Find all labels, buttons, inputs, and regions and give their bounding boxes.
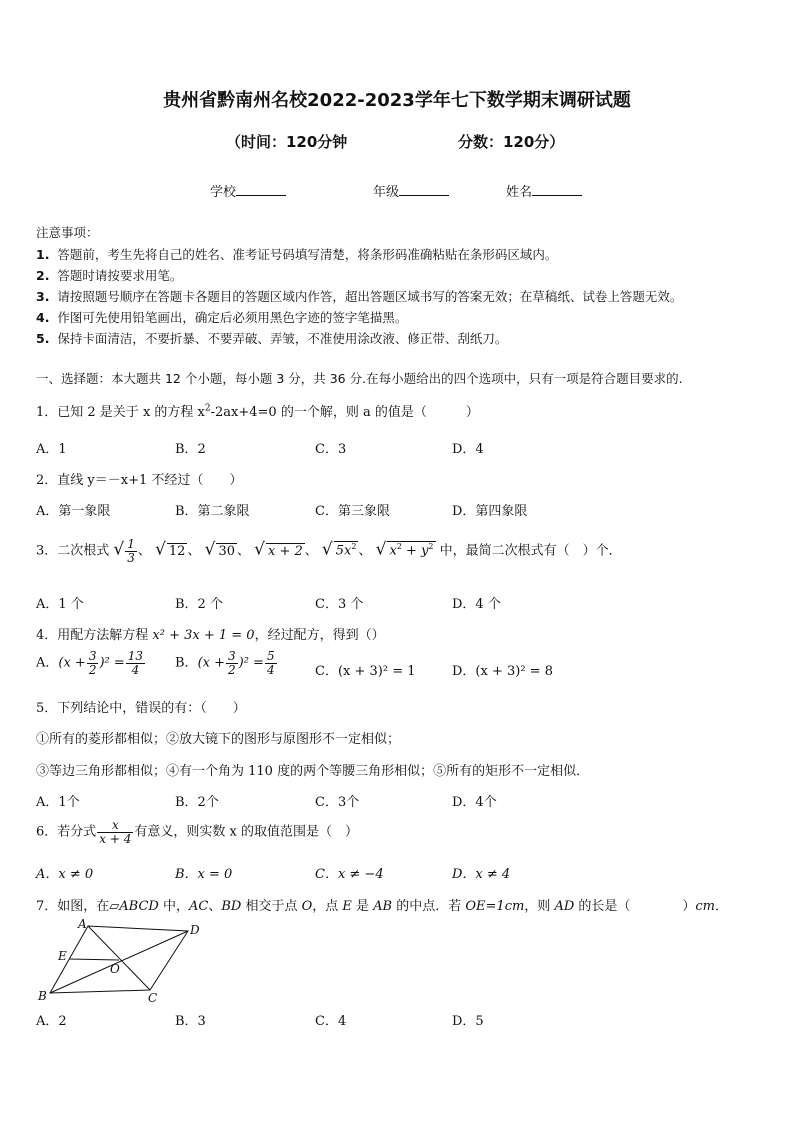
name-field[interactable] bbox=[506, 181, 582, 200]
question-2: 2．直线 y＝－x+1 不经过（ ） bbox=[36, 473, 243, 488]
school-label: 学校 bbox=[210, 185, 237, 200]
school-field[interactable] bbox=[210, 181, 286, 200]
question-1: 1．已知 2 是关于 x 的方程 $x^2-2ax+4=0$ 的一个解，则 a 的值是（ ） bbox=[36, 403, 479, 420]
q2-option-d[interactable]: D．第四象限 bbox=[452, 504, 528, 519]
q6-option-a[interactable]: A．x ≠ 0 bbox=[36, 867, 94, 882]
label-e: E bbox=[58, 949, 67, 963]
page-title: 贵州省黔南州名校2022-2023学年七下数学期末调研试题 bbox=[163, 90, 631, 111]
q5-option-d[interactable]: D．4个 bbox=[452, 795, 497, 810]
q7-option-a[interactable]: A．2 bbox=[36, 1014, 67, 1029]
q5-option-a[interactable]: A．1个 bbox=[36, 795, 80, 810]
q3-option-a[interactable]: A．1 个 bbox=[36, 597, 84, 612]
q5-option-b[interactable]: B．2个 bbox=[175, 795, 219, 810]
notice-item: 1. 答题前，考生先将自己的姓名、准考证号码填写清楚，将条形码准确粘贴在条形码区域内。 bbox=[36, 247, 558, 262]
school-blank[interactable] bbox=[236, 183, 286, 196]
question-4: 4．用配方法解方程 x² + 3x + 1 = 0，经过配方，得到（） bbox=[36, 628, 385, 643]
name-blank[interactable] bbox=[532, 183, 582, 196]
q4-option-a[interactable]: A．(x + $\frac{3}{2}$ )² = $\frac{13}{4}$ bbox=[36, 649, 144, 677]
q4-option-b[interactable]: B．(x + $\frac{3}{2}$ )² = $\frac{5}{4}$ bbox=[175, 649, 275, 677]
q3-option-d[interactable]: D．4 个 bbox=[452, 597, 501, 612]
q6-option-c[interactable]: C．x ≠ −4 bbox=[315, 867, 384, 882]
notice-item: 3. 请按照题号顺序在答题卡各题目的答题区域内作答，超出答题区域书写的答案无效；在草稿纸、试卷上答题无效。 bbox=[36, 289, 683, 304]
grade-field[interactable] bbox=[373, 181, 449, 200]
exam-time: （时间：120分钟 bbox=[226, 133, 348, 151]
q1-option-c[interactable]: C．3 bbox=[315, 442, 347, 457]
exam-score: 分数：120分） bbox=[458, 133, 565, 151]
parallelogram-figure bbox=[34, 918, 204, 1006]
q5-option-c[interactable]: C．3个 bbox=[315, 795, 360, 810]
grade-blank[interactable] bbox=[399, 183, 449, 196]
diagonal-ac bbox=[88, 926, 150, 990]
question-3: 3．二次根式 √ $\frac{1}{3}$ 、 √ 12 、 √ 30 、 √ x + 2 、 √ $5x^2$ 、 √ $x^2 + y^2$ 中，最简二次根式有（ ）个． bbox=[36, 537, 622, 565]
q2-option-a[interactable]: A．第一象限 bbox=[36, 504, 111, 519]
label-c: C bbox=[148, 991, 158, 1005]
question-6: 6．若分式 $\frac{x}{x + 4}$ 有意义，则实数 x 的取值范围是（ ） bbox=[36, 818, 358, 846]
q3-option-c[interactable]: C．3 个 bbox=[315, 597, 364, 612]
notice-heading: 注意事项： bbox=[36, 225, 99, 240]
section-heading: 一、选择题：本大题共 12 个小题，每小题 3 分，共 36 分.在每小题给出的四个选项中，只有一项是符合题目要求的. bbox=[36, 371, 683, 386]
q2-option-c[interactable]: C．第三象限 bbox=[315, 504, 390, 519]
q4-option-c[interactable]: C．(x + 3)² = 1 bbox=[315, 664, 416, 679]
label-b: B bbox=[38, 989, 47, 1003]
q6-option-d[interactable]: D．x ≠ 4 bbox=[452, 867, 511, 882]
label-d: D bbox=[190, 923, 200, 937]
notice-item: 2. 答题时请按要求用笔。 bbox=[36, 268, 183, 283]
q5-statement-1: ①所有的菱形都相似；②放大镜下的图形与原图形不一定相似； bbox=[36, 732, 401, 747]
q1-option-b[interactable]: B．2 bbox=[175, 442, 206, 457]
grade-label: 年级 bbox=[373, 185, 400, 200]
q5-statement-2: ③等边三角形都相似；④有一个角为 110 度的两个等腰三角形相似；⑤所有的矩形不一定相似． bbox=[36, 764, 590, 779]
question-7: 7．如图，在▱ABCD 中，AC、BD 相交于点 O，点 E 是 AB 的中点．若 OE=1cm，则 AD 的长是（ ）cm． bbox=[36, 899, 729, 914]
notice-item: 4. 作图可先使用铅笔画出，确定后必须用黑色字迹的签字笔描黑。 bbox=[36, 310, 408, 325]
q7-option-c[interactable]: C．4 bbox=[315, 1014, 347, 1029]
q2-option-b[interactable]: B．第二象限 bbox=[175, 504, 250, 519]
label-o: O bbox=[110, 962, 120, 976]
notice-item: 5. 保持卡面清洁，不要折暴、不要弄破、弄皱，不准使用涂改液、修正带、刮纸刀。 bbox=[36, 331, 508, 346]
q7-option-d[interactable]: D．5 bbox=[452, 1014, 484, 1029]
q1-option-a[interactable]: A．1 bbox=[36, 442, 67, 457]
label-a: A bbox=[78, 918, 87, 931]
segment-oe bbox=[69, 959, 119, 960]
q7-option-b[interactable]: B．3 bbox=[175, 1014, 206, 1029]
question-5: 5．下列结论中，错误的有：（ ） bbox=[36, 701, 246, 716]
q6-option-b[interactable]: B．x = 0 bbox=[175, 867, 233, 882]
q1-option-d[interactable]: D．4 bbox=[452, 442, 484, 457]
q3-option-b[interactable]: B．2 个 bbox=[175, 597, 223, 612]
q4-option-d[interactable]: D．(x + 3)² = 8 bbox=[452, 664, 553, 679]
name-label: 姓名 bbox=[506, 185, 533, 200]
